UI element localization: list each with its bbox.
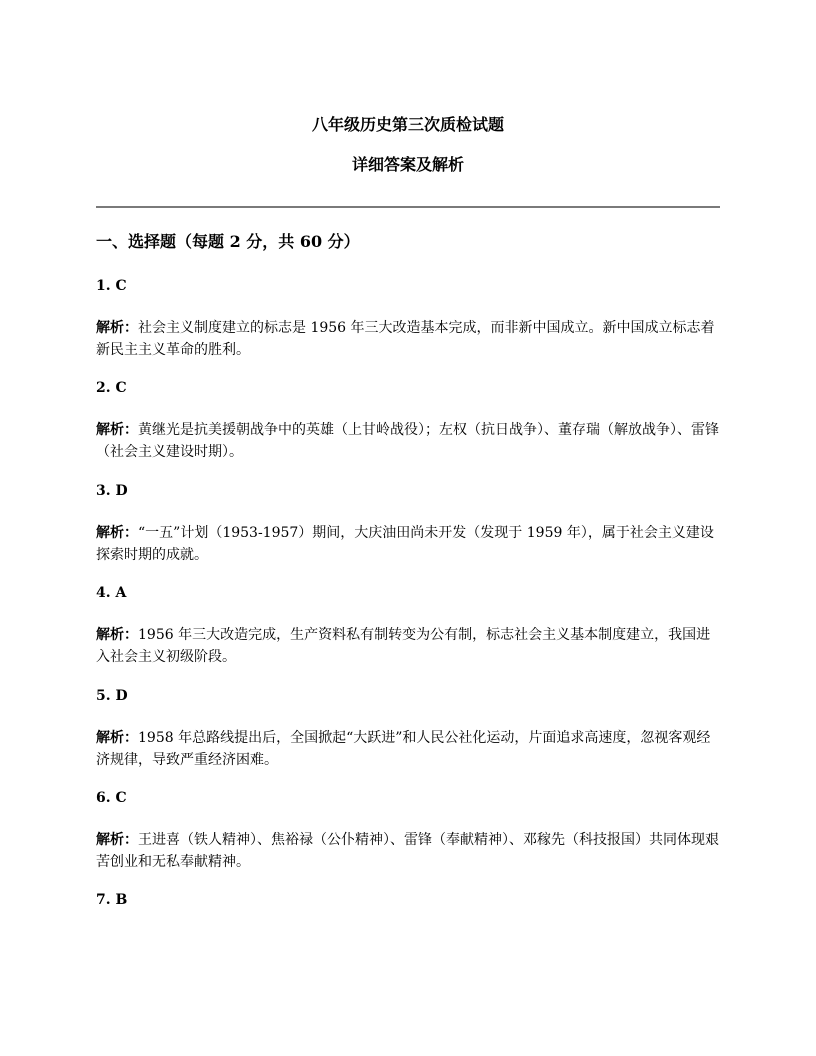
question-item-6 [96,788,720,873]
header-divider [96,206,720,208]
question-answer: 5. D [96,688,128,704]
question-item-5 [96,686,720,771]
explanation-text: 社会主义制度建立的标志是 1956 年三大改造基本完成，而非新中国成立。新中国成立标志着新民主主义革命的胜利。 [96,320,715,358]
explanation-label: 解析： [96,525,138,541]
question-answer: 3. D [96,483,128,499]
question-explanation [96,419,720,463]
question-explanation [96,522,720,566]
explanation-label: 解析： [96,832,138,848]
explanation-label: 解析： [96,627,138,643]
document-title: 八年级历史第三次质检试题 [311,115,504,134]
explanation-label: 解析： [96,422,138,438]
question-answer: 4. A [96,585,127,601]
question-item-4 [96,583,720,668]
question-answer: 7. B [96,892,128,908]
question-explanation [96,829,720,873]
question-answer: 6. C [96,790,127,806]
explanation-text: 1958 年总路线提出后，全国掀起“大跃进”和人民公社化运动，片面追求高速度，忽视客观经济规律，导致严重经济困难。 [96,730,711,768]
question-explanation [96,727,720,771]
explanation-text: 黄继光是抗美援朝战争中的英雄（上甘岭战役）；左权（抗日战争）、董存瑞（解放战争）、雷锋（社会主义建设时期）。 [96,422,719,460]
explanation-label: 解析： [96,730,138,746]
explanation-text: 王进喜（铁人精神）、焦裕禄（公仆精神）、雷锋（奉献精神）、邓稼先（科技报国）共同体现艰苦创业和无私奉献精神。 [96,832,719,870]
section-heading: 一、选择题（每题 2 分，共 60 分） [96,232,360,251]
explanation-label: 解析： [96,320,138,336]
question-item-2 [96,378,720,463]
question-item-1 [96,276,720,361]
question-item-3 [96,481,720,566]
question-answer: 1. C [96,278,127,294]
question-answer: 2. C [96,380,127,396]
document-subtitle: 详细答案及解析 [351,155,464,174]
question-explanation [96,317,720,361]
explanation-text: 1956 年三大改造完成，生产资料私有制转变为公有制，标志社会主义基本制度建立，我国进入社会主义初级阶段。 [96,627,711,665]
explanation-text: “一五”计划（1953-1957）期间，大庆油田尚未开发（发现于 1959 年），属于社会主义建设探索时期的成就。 [96,525,714,563]
question-item-7 [96,890,720,910]
question-explanation [96,624,720,668]
